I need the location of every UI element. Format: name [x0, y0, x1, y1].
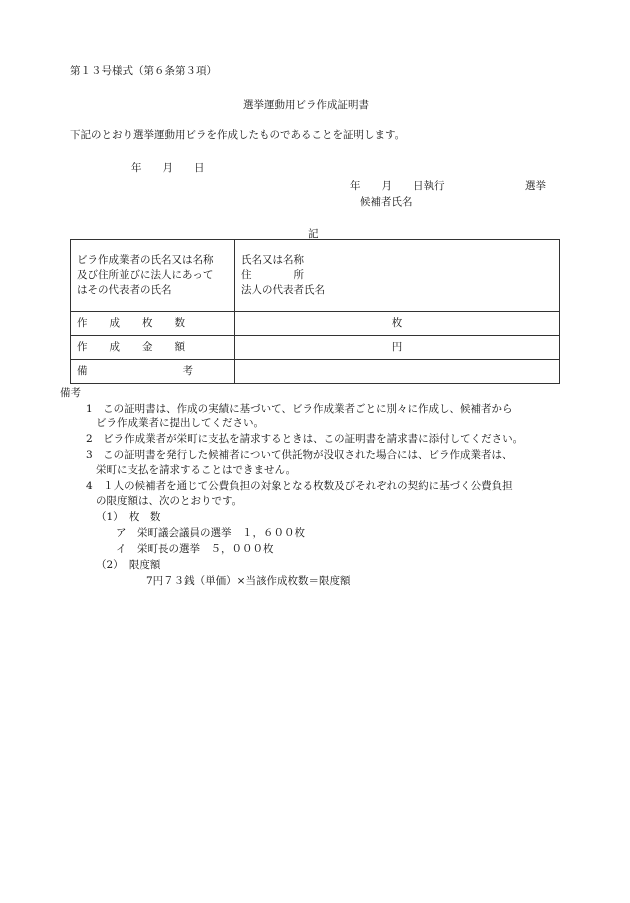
election-date: 年 月 日執行 — [350, 180, 445, 192]
note-sub-2: （2） 限度額 — [96, 559, 161, 571]
producer-row — [71, 240, 560, 312]
amount-value-cell[interactable] — [235, 336, 560, 360]
certificate-table — [70, 239, 560, 384]
candidate-name-label: 候補者氏名 — [360, 196, 413, 208]
intro-text: 下記のとおり選挙運動用ビラを作成したものであることを証明します。 — [70, 129, 406, 141]
count-value-cell[interactable] — [235, 312, 560, 336]
producer-rep-label: 法人の代表者氏名 — [241, 284, 325, 296]
note-item-1-cont: ビラ作成業者に提出してください。 — [96, 417, 264, 429]
remarks-value-cell[interactable] — [235, 360, 560, 384]
election-label: 選挙 — [525, 180, 546, 192]
producer-label-cell — [71, 240, 235, 312]
producer-label-line: はその代表者の氏名 — [77, 284, 172, 296]
producer-label-line: ビラ作成業者の氏名又は名称 — [77, 254, 214, 266]
page-title: 選挙運動用ビラ作成証明書 — [243, 99, 369, 111]
count-row — [71, 312, 560, 336]
producer-value-cell[interactable] — [235, 240, 560, 312]
remarks-label-cell: 備 考 — [71, 360, 235, 384]
notes-heading: 備考 — [60, 387, 81, 399]
amount-row — [71, 336, 560, 360]
remarks-row — [71, 360, 560, 384]
producer-label-line: 及び住所並びに法人にあって — [77, 269, 214, 281]
note-item-2: 2 ビラ作成業者が栄町に支払を請求するときは、この証明書を請求書に添付してください。 — [86, 433, 524, 445]
count-label-cell: 作 成 枚 数 — [71, 312, 235, 336]
note-item-1: 1 この証明書は、作成の実績に基づいて、ビラ作成業者ごとに別々に作成し、候補者から — [86, 403, 513, 415]
note-item-4: 4 １人の候補者を通じて公費負担の対象となる枚数及びそれぞれの契約に基づく公費負担 — [86, 480, 513, 492]
note-sub-1: （1） 枚 数 — [96, 511, 161, 523]
form-number: 第１３号様式（第６条第３項） — [70, 65, 217, 77]
count-unit: 枚 — [391, 317, 403, 329]
note-item-3: 3 この証明書を発行した候補者について供託物が没収された場合には、ビラ作成業者は、 — [86, 449, 513, 461]
amount-unit: 円 — [391, 341, 403, 353]
note-sub-2-formula: 7円７３銭（単価）×当該作成枚数＝限度額 — [146, 575, 351, 587]
note-item-4-cont: の限度額は、次のとおりです。 — [96, 495, 243, 507]
note-sub-1-a: ア 栄町議会議員の選挙 １，６００枚 — [116, 527, 305, 539]
producer-name-label: 氏名又は名称 — [241, 254, 304, 266]
note-sub-1-i: イ 栄町長の選挙 ５，０００枚 — [116, 543, 274, 555]
producer-address-label: 住 所 — [241, 269, 304, 281]
note-item-3-cont: 栄町に支払を請求することはできません。 — [96, 464, 297, 476]
issue-date: 年 月 日 — [131, 162, 205, 174]
amount-label-cell: 作 成 金 額 — [71, 336, 235, 360]
ki-heading: 記 — [308, 228, 319, 240]
